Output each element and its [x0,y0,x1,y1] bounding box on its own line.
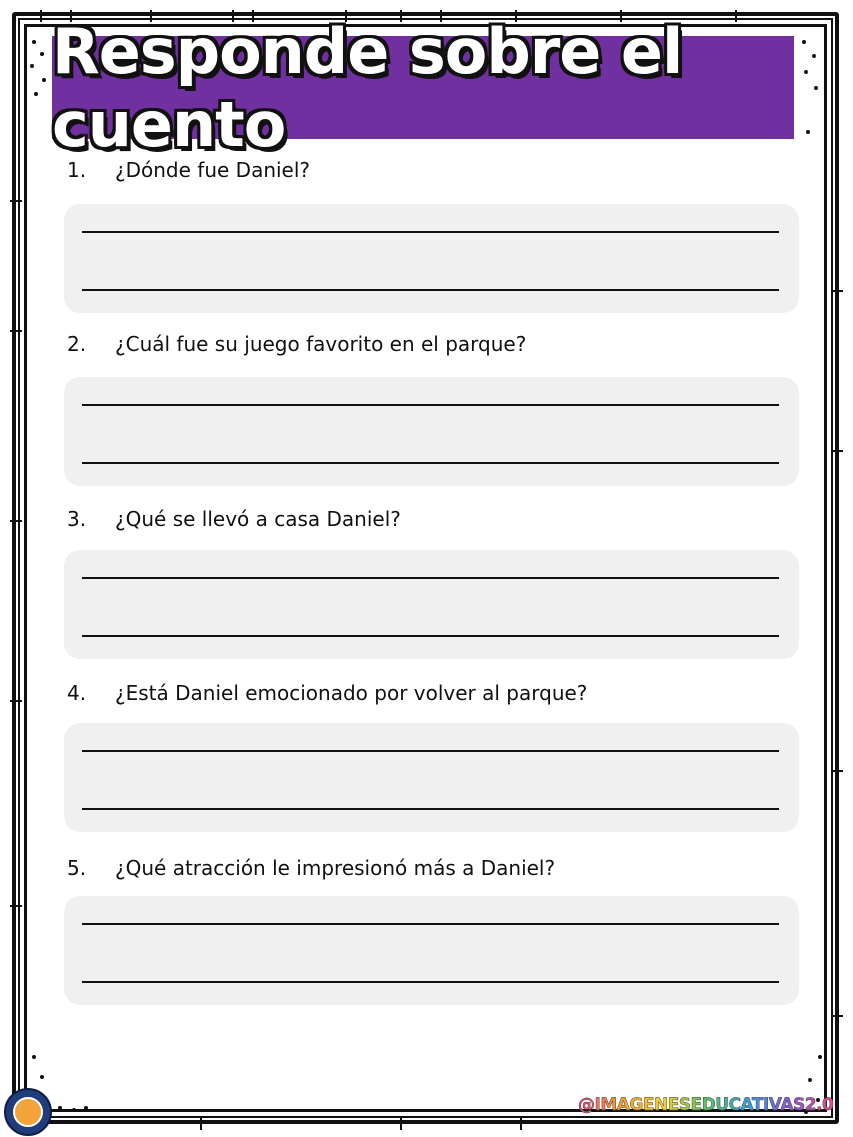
question-1 [67,158,310,182]
question-text: ¿Dónde fue Daniel? [115,158,311,182]
question-2 [67,332,526,356]
question-number: 3. [67,507,87,531]
question-number: 4. [67,681,87,705]
answer-box-1[interactable] [64,204,799,313]
question-number: 2. [67,332,87,356]
answer-line [82,750,779,752]
question-5 [67,856,555,880]
page-title: Responde sobre el cuento [52,14,683,161]
question-text: ¿Qué se llevó a casa Daniel? [115,507,401,531]
answer-box-4[interactable] [64,723,799,832]
answer-line [82,808,779,810]
answer-line [82,635,779,637]
answer-line [82,981,779,983]
question-text: ¿Qué atracción le impresionó más a Daniel? [115,856,556,880]
watermark: @IMAGENESEDUCATIVAS2.0 [578,1095,834,1115]
answer-box-5[interactable] [64,896,799,1005]
question-number: 1. [67,158,87,182]
answer-line [82,923,779,925]
answer-line [82,577,779,579]
title-banner [52,14,794,161]
answer-line [82,289,779,291]
answer-line [82,231,779,233]
answer-line [82,404,779,406]
school-logo-icon [4,1088,52,1136]
answer-box-2[interactable] [64,377,799,486]
answer-line [82,462,779,464]
logo-emblem [13,1097,43,1127]
question-4 [67,681,587,705]
question-text: ¿Está Daniel emocionado por volver al parque? [115,681,588,705]
question-number: 5. [67,856,87,880]
question-3 [67,507,401,531]
question-text: ¿Cuál fue su juego favorito en el parque? [115,332,527,356]
answer-box-3[interactable] [64,550,799,659]
